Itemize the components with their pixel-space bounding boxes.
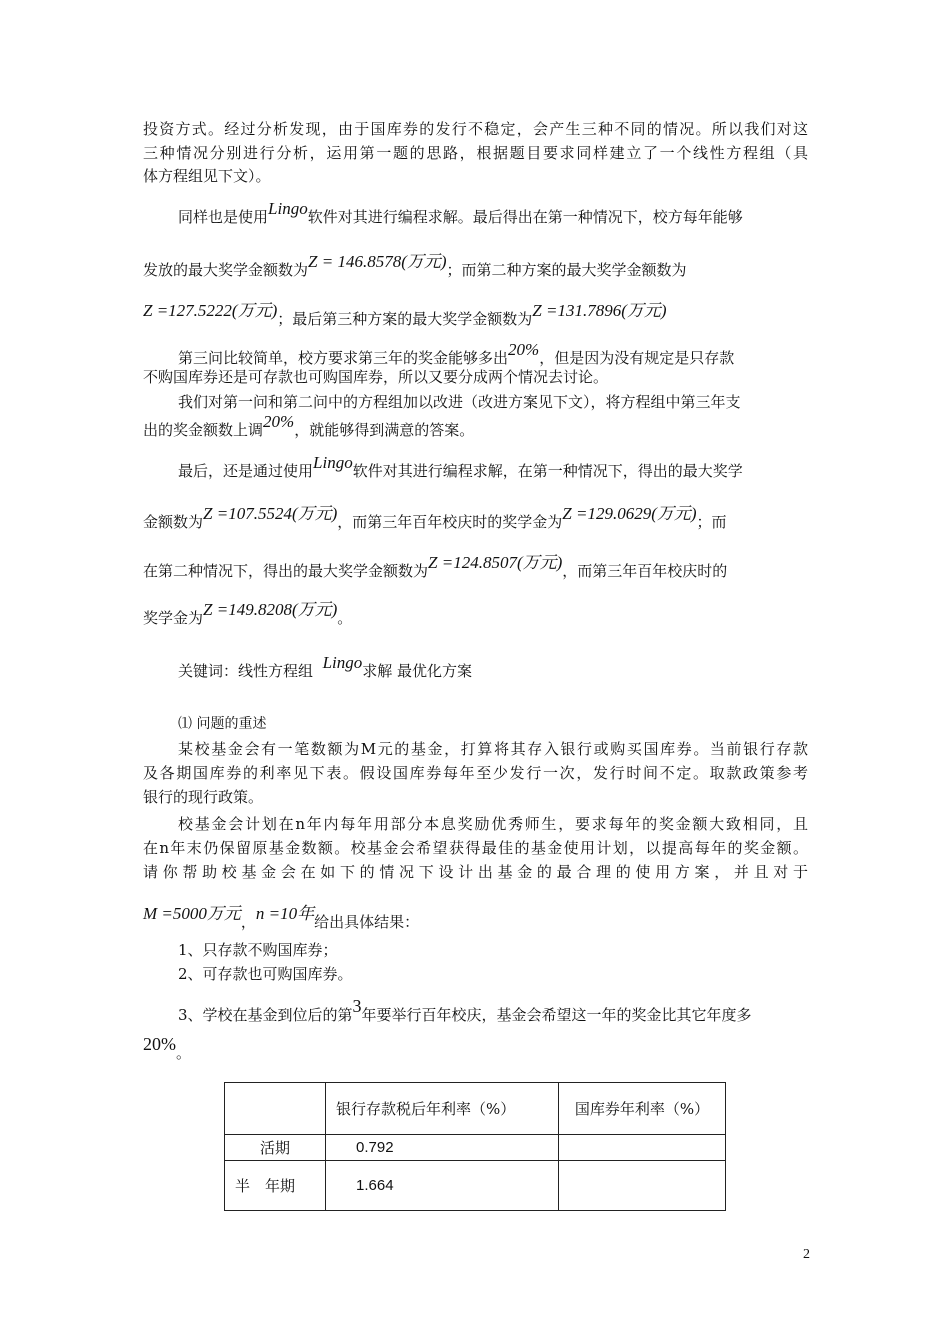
formula: 20%: [143, 1034, 176, 1054]
restate-line: M =5000万元，n =10年给出具体结果：: [143, 904, 420, 931]
table-cell: 活期: [225, 1135, 326, 1161]
formula: Z =107.5524(万元): [203, 504, 338, 523]
abstract-line: 奖学金为Z =149.8208(万元)。: [143, 600, 353, 627]
list-item: 1、只存款不购国库券；: [178, 941, 338, 959]
list-item: 20%。: [143, 1034, 192, 1062]
table-header-cell: [225, 1083, 326, 1135]
abstract-line: 第三问比较简单，校方要求第三年的奖金能够多出20%，但是因为没有规定是只存款: [178, 340, 735, 367]
abstract-line: 在第二种情况下，得出的最大奖学金额数为Z =124.8507(万元)，而第三年百年校庆时的: [143, 553, 728, 580]
section-heading: ⑴ 问题的重述: [178, 716, 267, 732]
formula: Z = 146.8578(万元): [308, 252, 447, 271]
formula: n =10年: [255, 904, 315, 923]
table-header-row: [225, 1083, 726, 1135]
formula: M =5000万元: [143, 904, 241, 923]
restate-line: 请你帮助校基金会在如下的情况下设计出基金的最合理的使用方案，并且对于: [143, 863, 808, 881]
formula: 20%: [263, 412, 295, 431]
table-cell: [559, 1161, 726, 1211]
abstract-line: 最后，还是通过使用Lingo软件对其进行编程求解，在第一种情况下，得出的最大奖学: [178, 453, 743, 480]
formula: Z =127.5222(万元): [143, 301, 278, 320]
table-cell: [559, 1135, 726, 1161]
table-header-cell: 银行存款税后年利率（%）: [326, 1083, 559, 1135]
formula: Z =149.8208(万元): [203, 600, 338, 619]
restate-line: 某校基金会有一笔数额为M元的基金，打算将其存入银行或购买国库券。当前银行存款: [178, 740, 808, 758]
abstract-line: 三种情况分别进行分析，运用第一题的思路，根据题目要求同样建立了一个线性方程组（具: [143, 144, 808, 162]
formula: Z =124.8507(万元): [428, 553, 563, 572]
table-cell: 1.664: [326, 1161, 559, 1211]
list-item: 3、学校在基金到位后的第3年要举行百年校庆，基金会希望这一年的奖金比其它年度多: [178, 996, 752, 1024]
formula: 3: [352, 996, 362, 1016]
table-row: [225, 1161, 726, 1211]
table-row: [225, 1135, 726, 1161]
restate-line: 及各期国库券的利率见下表。假设国库券每年至少发行一次，发行时间不定。取款政策参考: [143, 764, 808, 782]
list-item: 2、可存款也可购国库券。: [178, 965, 353, 983]
abstract-line: 同样也是使用Lingo软件对其进行编程求解。最后得出在第一种情况下，校方每年能够: [178, 199, 743, 226]
restate-line: 校基金会计划在n年内每年用部分本息奖励优秀师生，要求每年的奖金额大致相同，且: [178, 815, 808, 833]
formula: Z =129.0629(万元): [562, 504, 697, 523]
restate-line: 在n年末仍保留原基金数额。校基金会希望获得最佳的基金使用计划，以提高每年的奖金额。: [143, 839, 808, 857]
abstract-line: 发放的最大奖学金额数为Z = 146.8578(万元)；而第二种方案的最大奖学金额数为: [143, 252, 687, 279]
table-cell: 0.792: [326, 1135, 559, 1161]
page-number: 2: [803, 1247, 810, 1262]
lingo-term: Lingo: [313, 453, 353, 472]
interest-rate-table: [224, 1082, 726, 1211]
lingo-term: Lingo: [268, 199, 308, 218]
keywords: 关键词：线性方程组 Lingo求解 最优化方案: [178, 653, 473, 680]
table-header-cell: 国库券年利率（%）: [559, 1083, 726, 1135]
abstract-line: 出的奖金额数上调20%，就能够得到满意的答案。: [143, 412, 475, 439]
lingo-term: Lingo: [322, 653, 363, 672]
restate-line: 银行的现行政策。: [143, 788, 264, 806]
abstract-line: Z =127.5222(万元)；最后第三种方案的最大奖学金额数为Z =131.7896(万元): [143, 301, 667, 328]
abstract-line: 不购国库券还是可存款也可购国库券，所以又要分成两个情况去讨论。: [143, 368, 609, 386]
formula: Z =131.7896(万元): [532, 301, 667, 320]
formula: 20%: [508, 340, 540, 359]
table-cell: 半 年期: [225, 1161, 326, 1211]
abstract-line: 我们对第一问和第二问中的方程组加以改进（改进方案见下文），将方程组中第三年支: [178, 393, 741, 411]
abstract-line: 体方程组见下文）。: [143, 167, 271, 185]
abstract-line: 金额数为Z =107.5524(万元)，而第三年百年校庆时的奖学金为Z =129.0629(万元)；而: [143, 504, 727, 531]
abstract-line: 投资方式。经过分析发现，由于国库券的发行不稳定，会产生三种不同的情况。所以我们对这: [143, 120, 808, 138]
